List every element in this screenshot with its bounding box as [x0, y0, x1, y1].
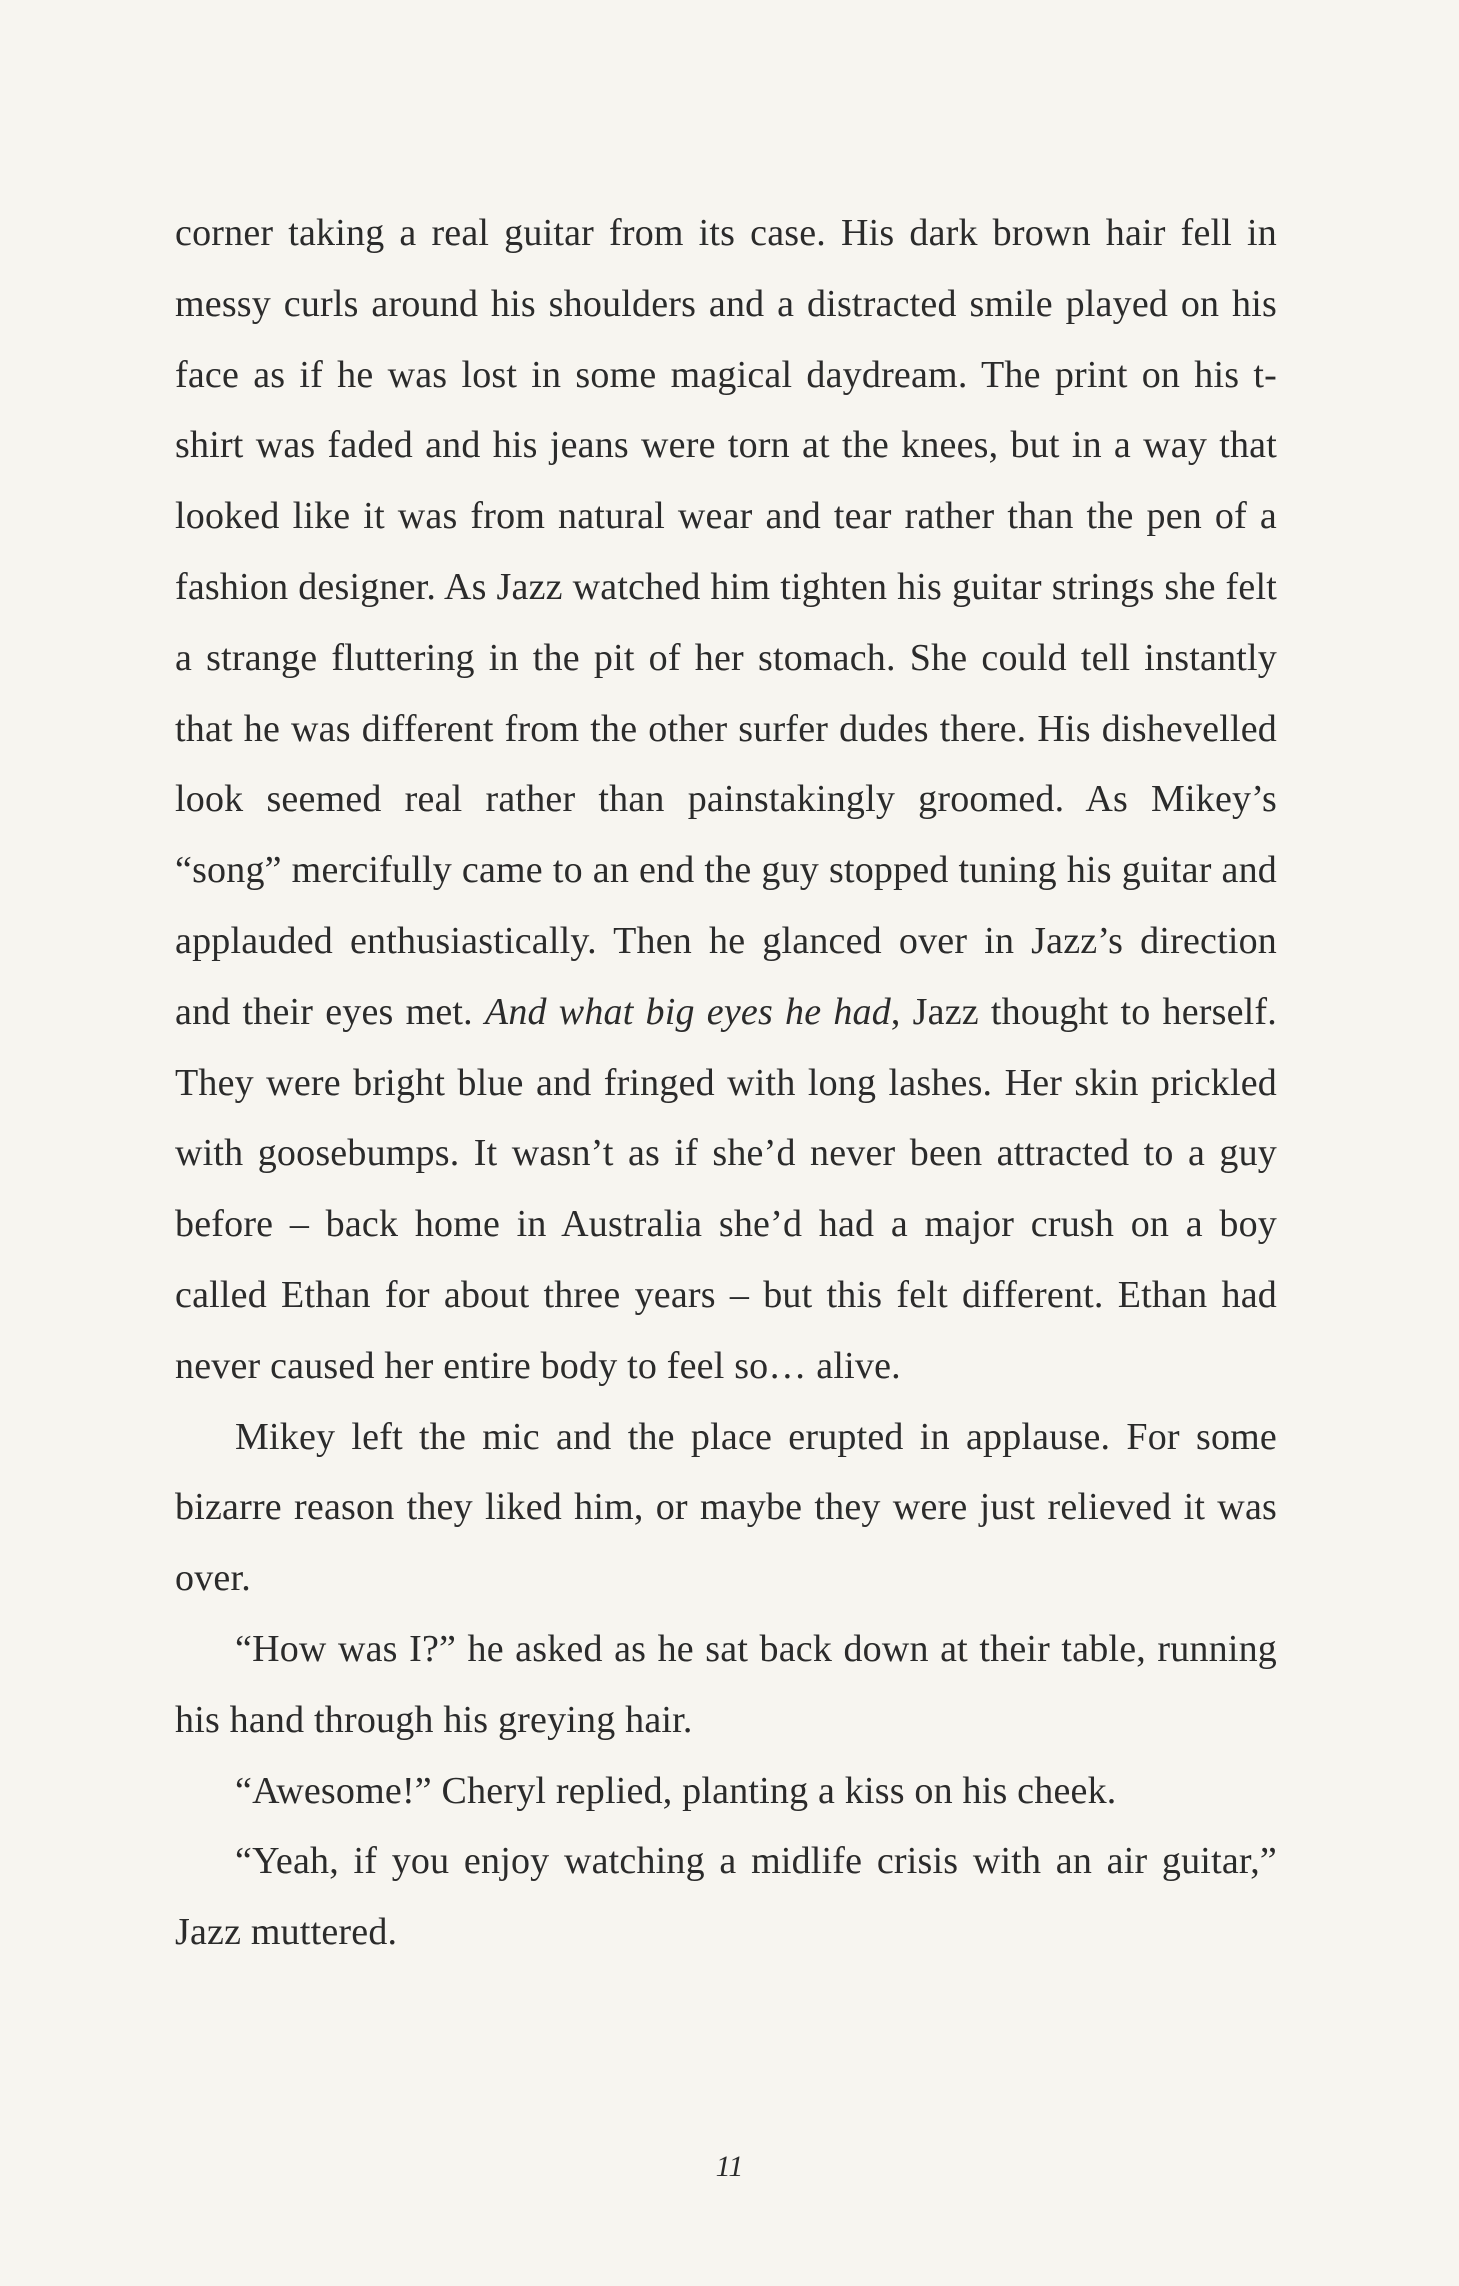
- paragraph-1-italic-phrase: And what big eyes he had: [484, 990, 891, 1033]
- paragraph-1-text-a: corner taking a real guitar from its case. His dark brown hair fell in messy curls around his shoulders and a distracted smile played on his face as if he was lost in some magical daydream. The print on his t-shirt was faded and his jeans were torn at the knees, but in a way that looked like it was from natural wear and tear rather than the pen of a fashion designer. As Jazz watched him tighten his guitar strings she felt a strange fluttering in the pit of her stomach. She could tell instantly that he was different from the other surfer dudes there. His dishevelled look seemed real rather than painstakingly groomed. As Mikey’s “song” mercifully came to an end the guy stopped tuning his guitar and applauded enthusiastically. Then he glanced over in Jazz’s direction and their eyes met.: [175, 212, 1277, 1033]
- paragraph-4: “Awesome!” Cheryl replied, planting a kiss on his cheek.: [235, 1769, 1117, 1812]
- paragraph-1-text-b: , Jazz thought to herself. They were bright blue and fringed with long lashes. Her skin prickled with goosebumps. It wasn’t as if she’d never been attracted to a guy before – back home in Australia she’d had a major crush on a boy called Ethan for about three years – but this felt different. Ethan had never caused her entire body to feel so… alive.: [175, 990, 1277, 1387]
- paragraph-3: “How was I?” he asked as he sat back down at their table, running his hand through his greying hair.: [175, 1627, 1277, 1741]
- body-text: [175, 198, 1277, 1968]
- paragraph-1: [175, 198, 1277, 1402]
- paragraph-2: Mikey left the mic and the place erupted in applause. For some bizarre reason they liked him, or maybe they were just relieved it was over.: [175, 1415, 1277, 1600]
- page-number: 11: [715, 2150, 744, 2183]
- paragraph-5: “Yeah, if you enjoy watching a midlife crisis with an air guitar,” Jazz muttered.: [175, 1840, 1277, 1954]
